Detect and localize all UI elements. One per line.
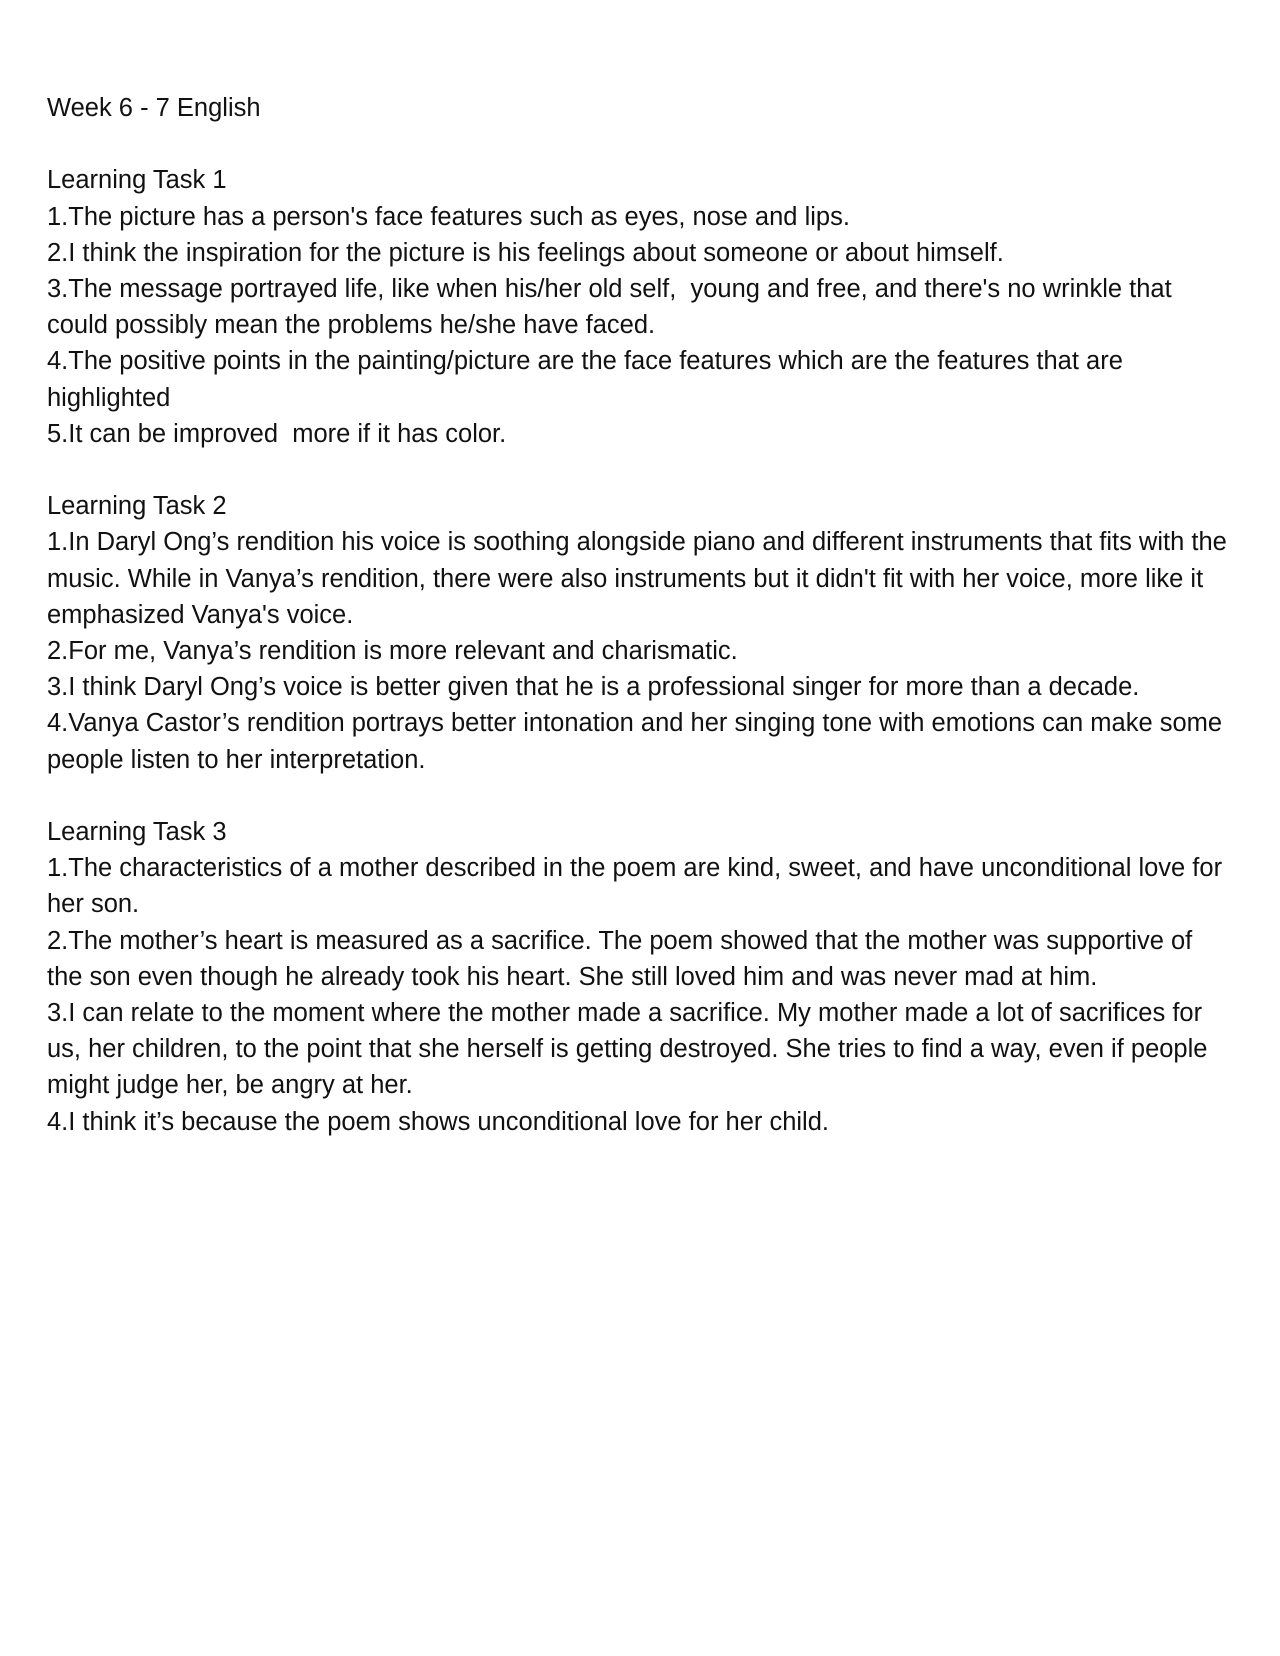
answer-item: 3.I can relate to the moment where the mother made a sacrifice. My mother made a lot of sacrifices for us, her children, to the point that she herself is getting destroyed. She tries to find a way, even if people might judge her, be angry at her. (47, 999, 1215, 1100)
answer-item: 1.In Daryl Ong’s rendition his voice is soothing alongside piano and different instruments that fits with the music. While in Vanya’s rendition, there were also instruments but it didn't fit with her voice, more like it emphasized Vanya's voice. (47, 528, 1234, 629)
section-learning-task-1 (47, 162, 1227, 452)
answer-item: 3.I think Daryl Ong’s voice is better given that he is a professional singer for more than a decade. (47, 673, 1140, 702)
answer-item: 2.For me, Vanya’s rendition is more relevant and charismatic. (47, 637, 738, 666)
spacer (47, 126, 1227, 162)
section-learning-task-3 (47, 814, 1230, 1140)
answer-item: 4.The positive points in the painting/picture are the face features which are the features that are highlighted (47, 347, 1130, 412)
answer-item: 2.I think the inspiration for the picture is his feelings about someone or about himself. (47, 238, 1004, 267)
spacer (47, 452, 1227, 488)
spacer (47, 778, 1227, 814)
answer-item: 4.I think it’s because the poem shows unconditional love for her child. (47, 1107, 829, 1136)
section-heading: Learning Task 3 (47, 818, 227, 847)
answer-item: 2.The mother’s heart is measured as a sacrifice. The poem showed that the mother was supportive of the son even though he already took his heart. She still loved him and was never mad at him. (47, 926, 1200, 991)
section-learning-task-2 (47, 488, 1234, 778)
answer-item: 1.The picture has a person's face features such as eyes, nose and lips. (47, 202, 850, 231)
answer-item: 4.Vanya Castor’s rendition portrays better intonation and her singing tone with emotions can make some people listen to her interpretation. (47, 709, 1230, 774)
answer-item: 1.The characteristics of a mother described in the poem are kind, sweet, and have unconditional love for her son. (47, 854, 1230, 919)
section-heading: Learning Task 1 (47, 166, 227, 195)
answer-item: 5.It can be improved more if it has color. (47, 419, 507, 448)
section-heading: Learning Task 2 (47, 492, 227, 521)
document-title: Week 6 - 7 English (47, 94, 261, 122)
answer-item: 3.The message portrayed life, like when his/her old self, young and free, and there's no wrinkle that could possibly mean the problems he/she have faced. (47, 275, 1179, 340)
document-page (47, 90, 1234, 1140)
